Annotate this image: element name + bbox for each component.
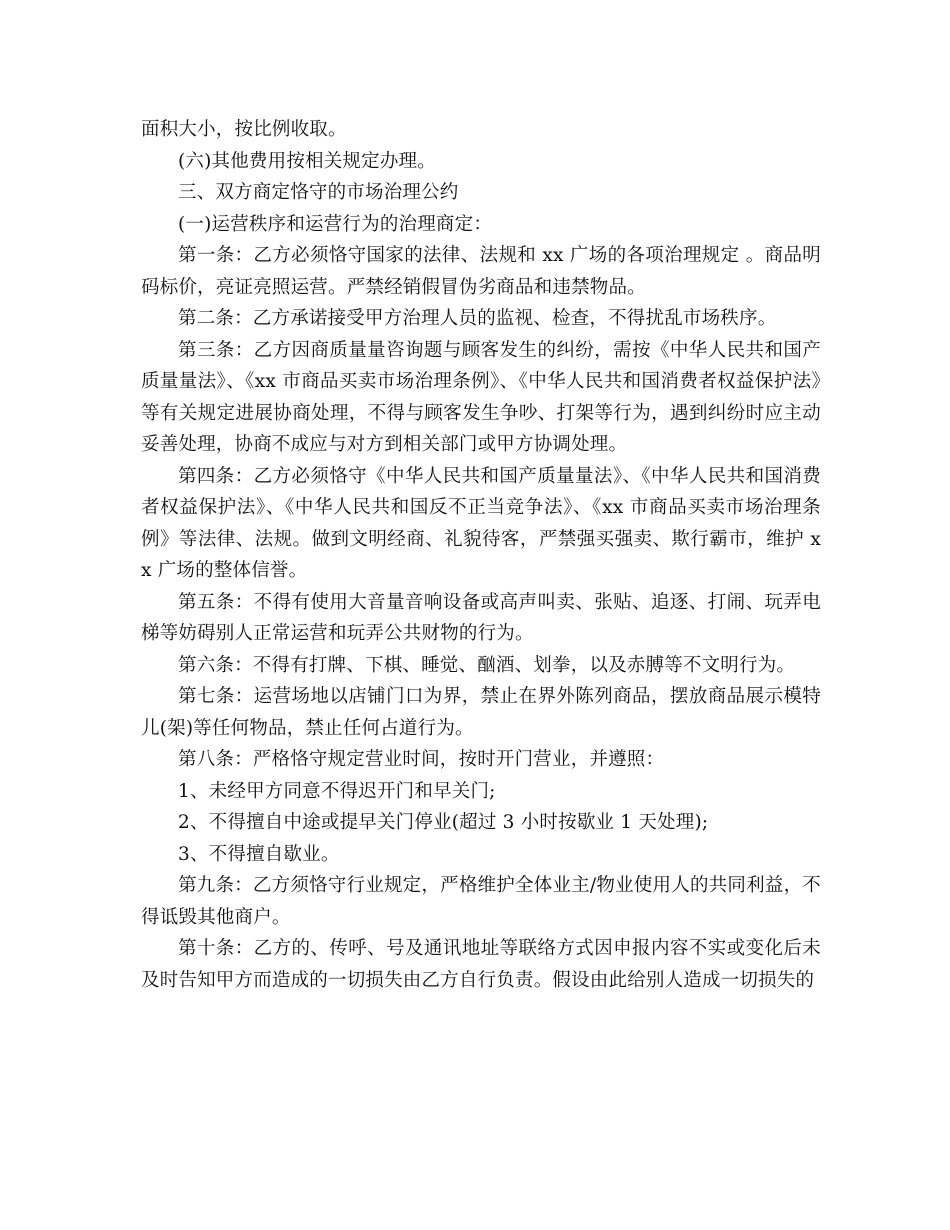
article-10: 第十条：乙方的、传呼、号及通讯地址等联络方式因申报内容不实或变化后未及时告知甲方而造成的一切损失由乙方自行负责。假设由此给别人造成一切损失的 [141, 938, 821, 991]
paragraph-other-fees: (六)其他费用按相关规定办理。 [178, 150, 436, 172]
article-8: 第八条：严格恪守规定营业时间，按时开门营业，并遵照： [178, 749, 665, 770]
subsection-heading-operation-order: (一)运营秩序和运营行为的治理商定： [178, 213, 493, 235]
article-8-item-1: 1、未经甲方同意不得迟开门和早关门; [178, 780, 496, 802]
paragraph-fee-continuation: 面积大小，按比例收取。 [141, 119, 347, 140]
document-body [141, 114, 821, 996]
article-9: 第九条：乙方须恪守行业规定，严格维护全体业主/物业使用人的共同利益，不得诋毁其他商户。 [141, 875, 821, 928]
article-7: 第七条：运营场地以店铺门口为界，禁止在界外陈列商品，摆放商品展示模特儿(架)等任何物品，禁止任何占道行为。 [141, 686, 821, 739]
article-6: 第六条：不得有打牌、下棋、睡觉、酗酒、划拳，以及赤膊等不文明行为。 [178, 654, 796, 676]
article-5: 第五条：不得有使用大音量音响设备或高声叫卖、张贴、追逐、打闹、玩弄电梯等妨碍别人正常运营和玩弄公共财物的行为。 [141, 591, 821, 644]
article-1: 第一条：乙方必须恪守国家的法律、法规和 xx 广场的各项治理规定 。商品明码标价，亮证亮照运营。严禁经销假冒伪劣商品和违禁物品。 [141, 245, 821, 298]
section-heading-market-convention: 三、双方商定恪守的市场治理公约 [178, 182, 459, 203]
article-8-item-3: 3、不得擅自歇业。 [178, 843, 340, 865]
article-2: 第二条：乙方承诺接受甲方治理人员的监视、检查，不得扰乱市场秩序。 [178, 308, 777, 329]
article-4: 第四条：乙方必须恪守《中华人民共和国产质量量法》、《中华人民共和国消费者权益保护法》、《中华人民共和国反不正当竞争法》、《xx 市商品买卖市场治理条例》等法律、法规。做到文明经商、礼貌待客，严禁强买强卖、欺行霸市，维护 xx 广场的整体信誉。 [141, 465, 821, 581]
article-3: 第三条：乙方因商质量量咨询题与顾客发生的纠纷，需按《中华人民共和国产质量量法》、《xx 市商品买卖市场治理条例》、《中华人民共和国消费者权益保护法》等有关规定进展协商处理，不得与顾客发生争吵、打架等行为，遇到纠纷时应主动妥善处理，协商不成应与对方到相关部门或甲方协调处理。 [141, 339, 821, 455]
article-8-item-2: 2、不得擅自中途或提早关门停业(超过 3 小时按歇业 1 天处理); [178, 812, 709, 833]
